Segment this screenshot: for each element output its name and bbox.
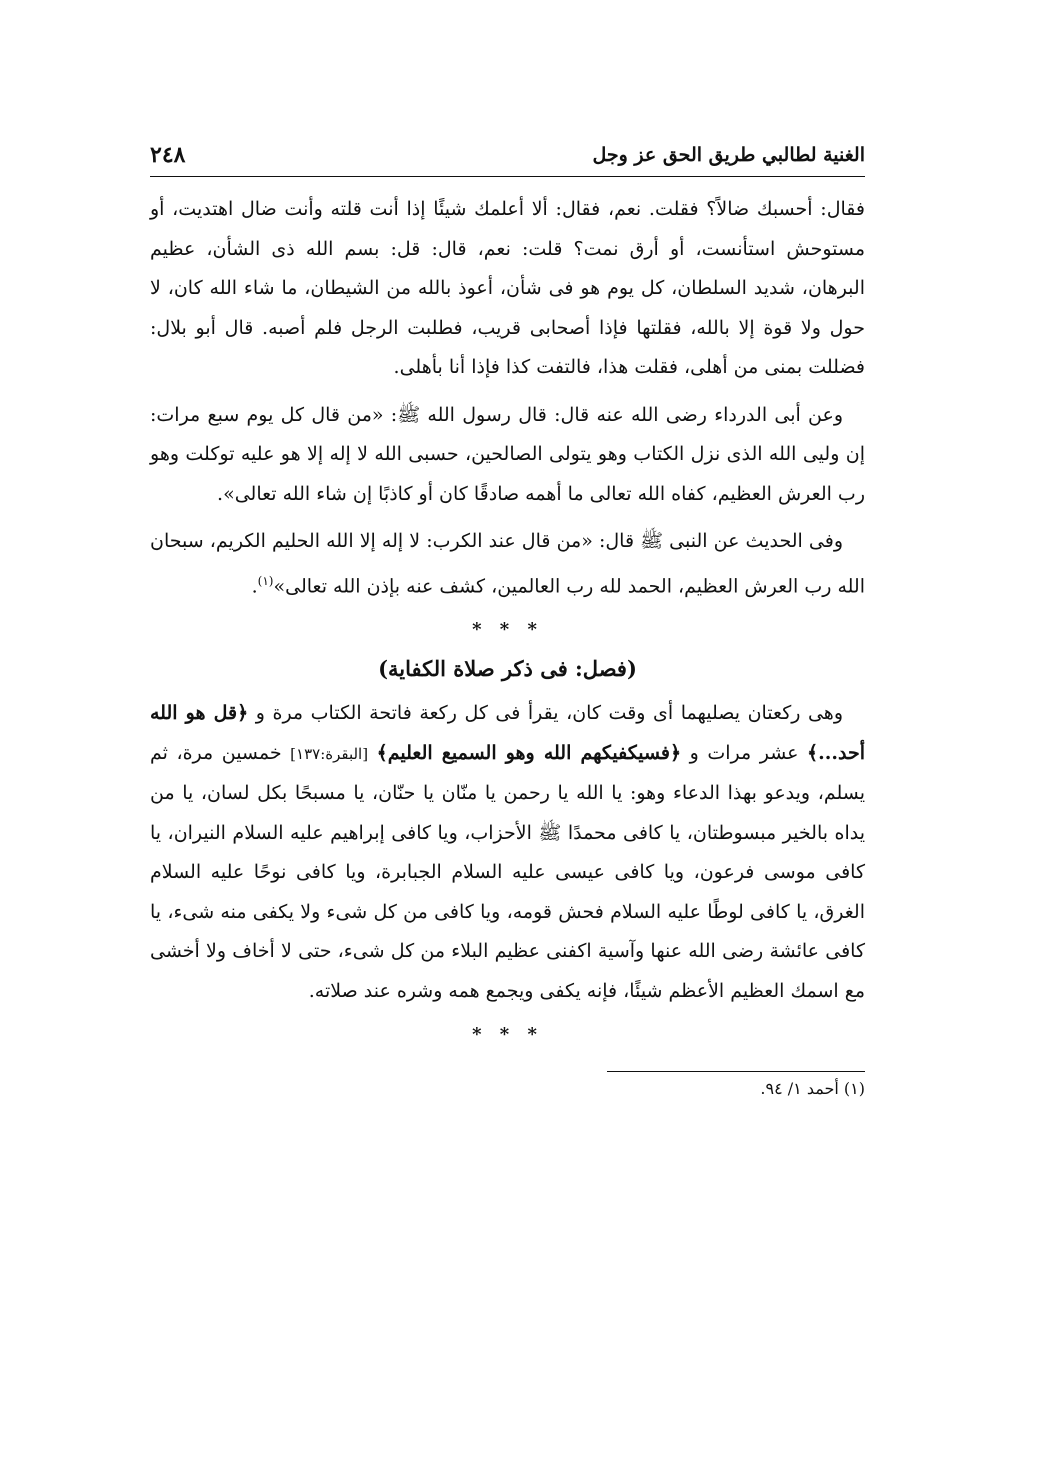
footnote-rule bbox=[607, 1071, 865, 1072]
paragraph-3 bbox=[150, 522, 865, 606]
paragraph-4-text-3 bbox=[368, 742, 377, 764]
separator-top: * * * bbox=[472, 619, 543, 641]
section-title: (فصل: فى ذكر صلاة الكفاية) bbox=[378, 656, 637, 682]
paragraph-3-end: . bbox=[251, 574, 258, 597]
paragraph-4 bbox=[150, 694, 865, 1011]
quran-quote-2: ﴿فسيكفيكهم الله وهو السميع العليم﴾ bbox=[376, 741, 682, 764]
paragraph-2: وعن أبى الدرداء رضى الله عنه قال: قال رسول الله ﷺ: «من قال كل يوم سبع مرات: إن وليى الله الذى نزل الكتاب وهو يتولى الصالحين، حسبى الله لا إله إلا هو عليه توكلت وهو رب العرش العظيم، كفاه الله تعالى ما أهمه صادقًا كان أو كاذبًا إن شاء الله تعالى». bbox=[150, 403, 865, 505]
paragraph-4-text-1: وهى ركعتان يصليهما أى وقت كان، يقرأ فى كل ركعة فاتحة الكتاب مرة و bbox=[248, 702, 843, 725]
quran-reference: [البقرة:١٣٧] bbox=[290, 744, 369, 763]
paragraph-4-text-4: خمسين مرة، ثم يسلم، ويدعو بهذا الدعاء وهو: يا الله يا رحمن يا منّان يا حنّان، يا مسبحًا بكل لسان، يا من يداه بالخير مبسوطتان، يا كافى محمدًا ﷺ الأحزاب، ويا كافى إبراهيم عليه السلام النيران، يا كافى موسى فرعون، ويا كافى عيسى عليه السلام الجبابرة، ويا كافى نوحًا عليه السلام الغرق، يا كافى لوطًا عليه السلام فحش قومه، ويا كافى من كل شىء ولا يكفى منه شىء، يا كافى عائشة رضى الله عنها وآسية اكفنى عظيم البلاء من كل شىء، حتى لا أخاف ولا أخشى مع اسمك العظيم الأعظم شيئًا، فإنه يكفى ويجمع همه وشره عند صلاته. bbox=[150, 741, 865, 1002]
quran-quote-1: ﴿قل هو الله أحد...﴾ bbox=[150, 702, 865, 764]
separator-bottom: * * * bbox=[472, 1024, 543, 1046]
paragraph-4-text-2: عشر مرات و bbox=[681, 741, 808, 764]
book-page bbox=[150, 128, 865, 1099]
running-title: الغنية لطالبي طريق الحق عز وجل bbox=[592, 144, 865, 166]
header-rule bbox=[150, 176, 865, 177]
paragraph-1: فقال: أحسبك ضالاً؟ فقلت. نعم، فقال: ألا أعلمك شيئًا إذا أنت قلته وأنت ضال اهتديت، أو مستوحش استأنست، أو أرق نمت؟ قلت: نعم، قال: قل: بسم الله ذى الشأن، عظيم البرهان، شديد السلطان، كل يوم هو فى شأن، أعوذ بالله من الشيطان، ما شاء الله كان، لا حول ولا قوة إلا بالله، فقلتها فإذا أصحابى قريب، فطلبت الرجل فلم أصبه. قال أبو بلال: فضللت بمنى من أهلى، فقلت هذا، فالتفت كذا فإذا أنا بأهلى. bbox=[150, 198, 865, 378]
paragraph-3-text: وفى الحديث عن النبى ﷺ قال: «من قال عند الكرب: لا إله إلا الله الحليم الكريم، سبحان الله رب العرش العظيم، الحمد لله رب العالمين، كشف عنه بإذن الله تعالى» bbox=[150, 530, 865, 597]
page-header bbox=[150, 128, 865, 172]
footnote: (١) أحمد ١/ ٩٤. bbox=[760, 1079, 865, 1099]
page-body bbox=[150, 190, 865, 1100]
footnote-marker: (١) bbox=[257, 573, 274, 588]
page-number: ٢٤٨ bbox=[150, 142, 186, 168]
